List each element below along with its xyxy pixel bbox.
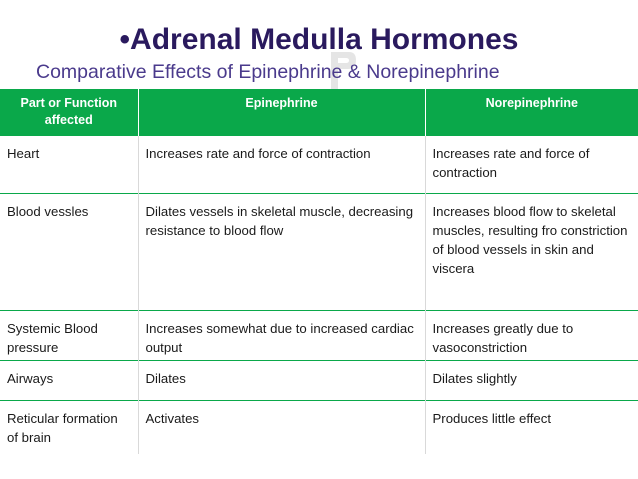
cell-norepinephrine: Dilates slightly [425, 360, 638, 400]
cell-epinephrine: Dilates vessels in skeletal muscle, decreasing resistance to blood flow [138, 193, 425, 310]
slide-title: •Adrenal Medulla Hormones [119, 23, 519, 56]
comparison-table [0, 89, 638, 454]
cell-part: Airways [0, 360, 138, 400]
cell-norepinephrine: Increases blood flow to skeletal muscles, resulting fro constriction of blood vessels in skin and viscera [425, 193, 638, 310]
cell-epinephrine: Increases rate and force of contraction [138, 135, 425, 193]
cell-part: Blood vessles [0, 193, 138, 310]
table-row [0, 193, 638, 310]
cell-epinephrine: Activates [138, 400, 425, 454]
table-row [0, 310, 638, 360]
cell-epinephrine: Increases somewhat due to increased cardiac output [138, 310, 425, 360]
slide-subtitle: Comparative Effects of Epinephrine & Norepinephrine [36, 61, 500, 83]
cell-epinephrine: Dilates [138, 360, 425, 400]
table-row [0, 400, 638, 454]
cell-part: Systemic Blood pressure [0, 310, 138, 360]
header-part: Part or Function affected [0, 89, 138, 135]
cell-part: Heart [0, 135, 138, 193]
header-epinephrine: Epinephrine [138, 89, 425, 135]
table-row [0, 360, 638, 400]
table-header-row [0, 89, 638, 135]
header-norepinephrine: Norepinephrine [425, 89, 638, 135]
table-row [0, 135, 638, 193]
cell-norepinephrine: Produces little effect [425, 400, 638, 454]
cell-norepinephrine: Increases rate and force of contraction [425, 135, 638, 193]
cell-part: Reticular formation of brain [0, 400, 138, 454]
cell-norepinephrine: Increases greatly due to vasoconstriction [425, 310, 638, 360]
